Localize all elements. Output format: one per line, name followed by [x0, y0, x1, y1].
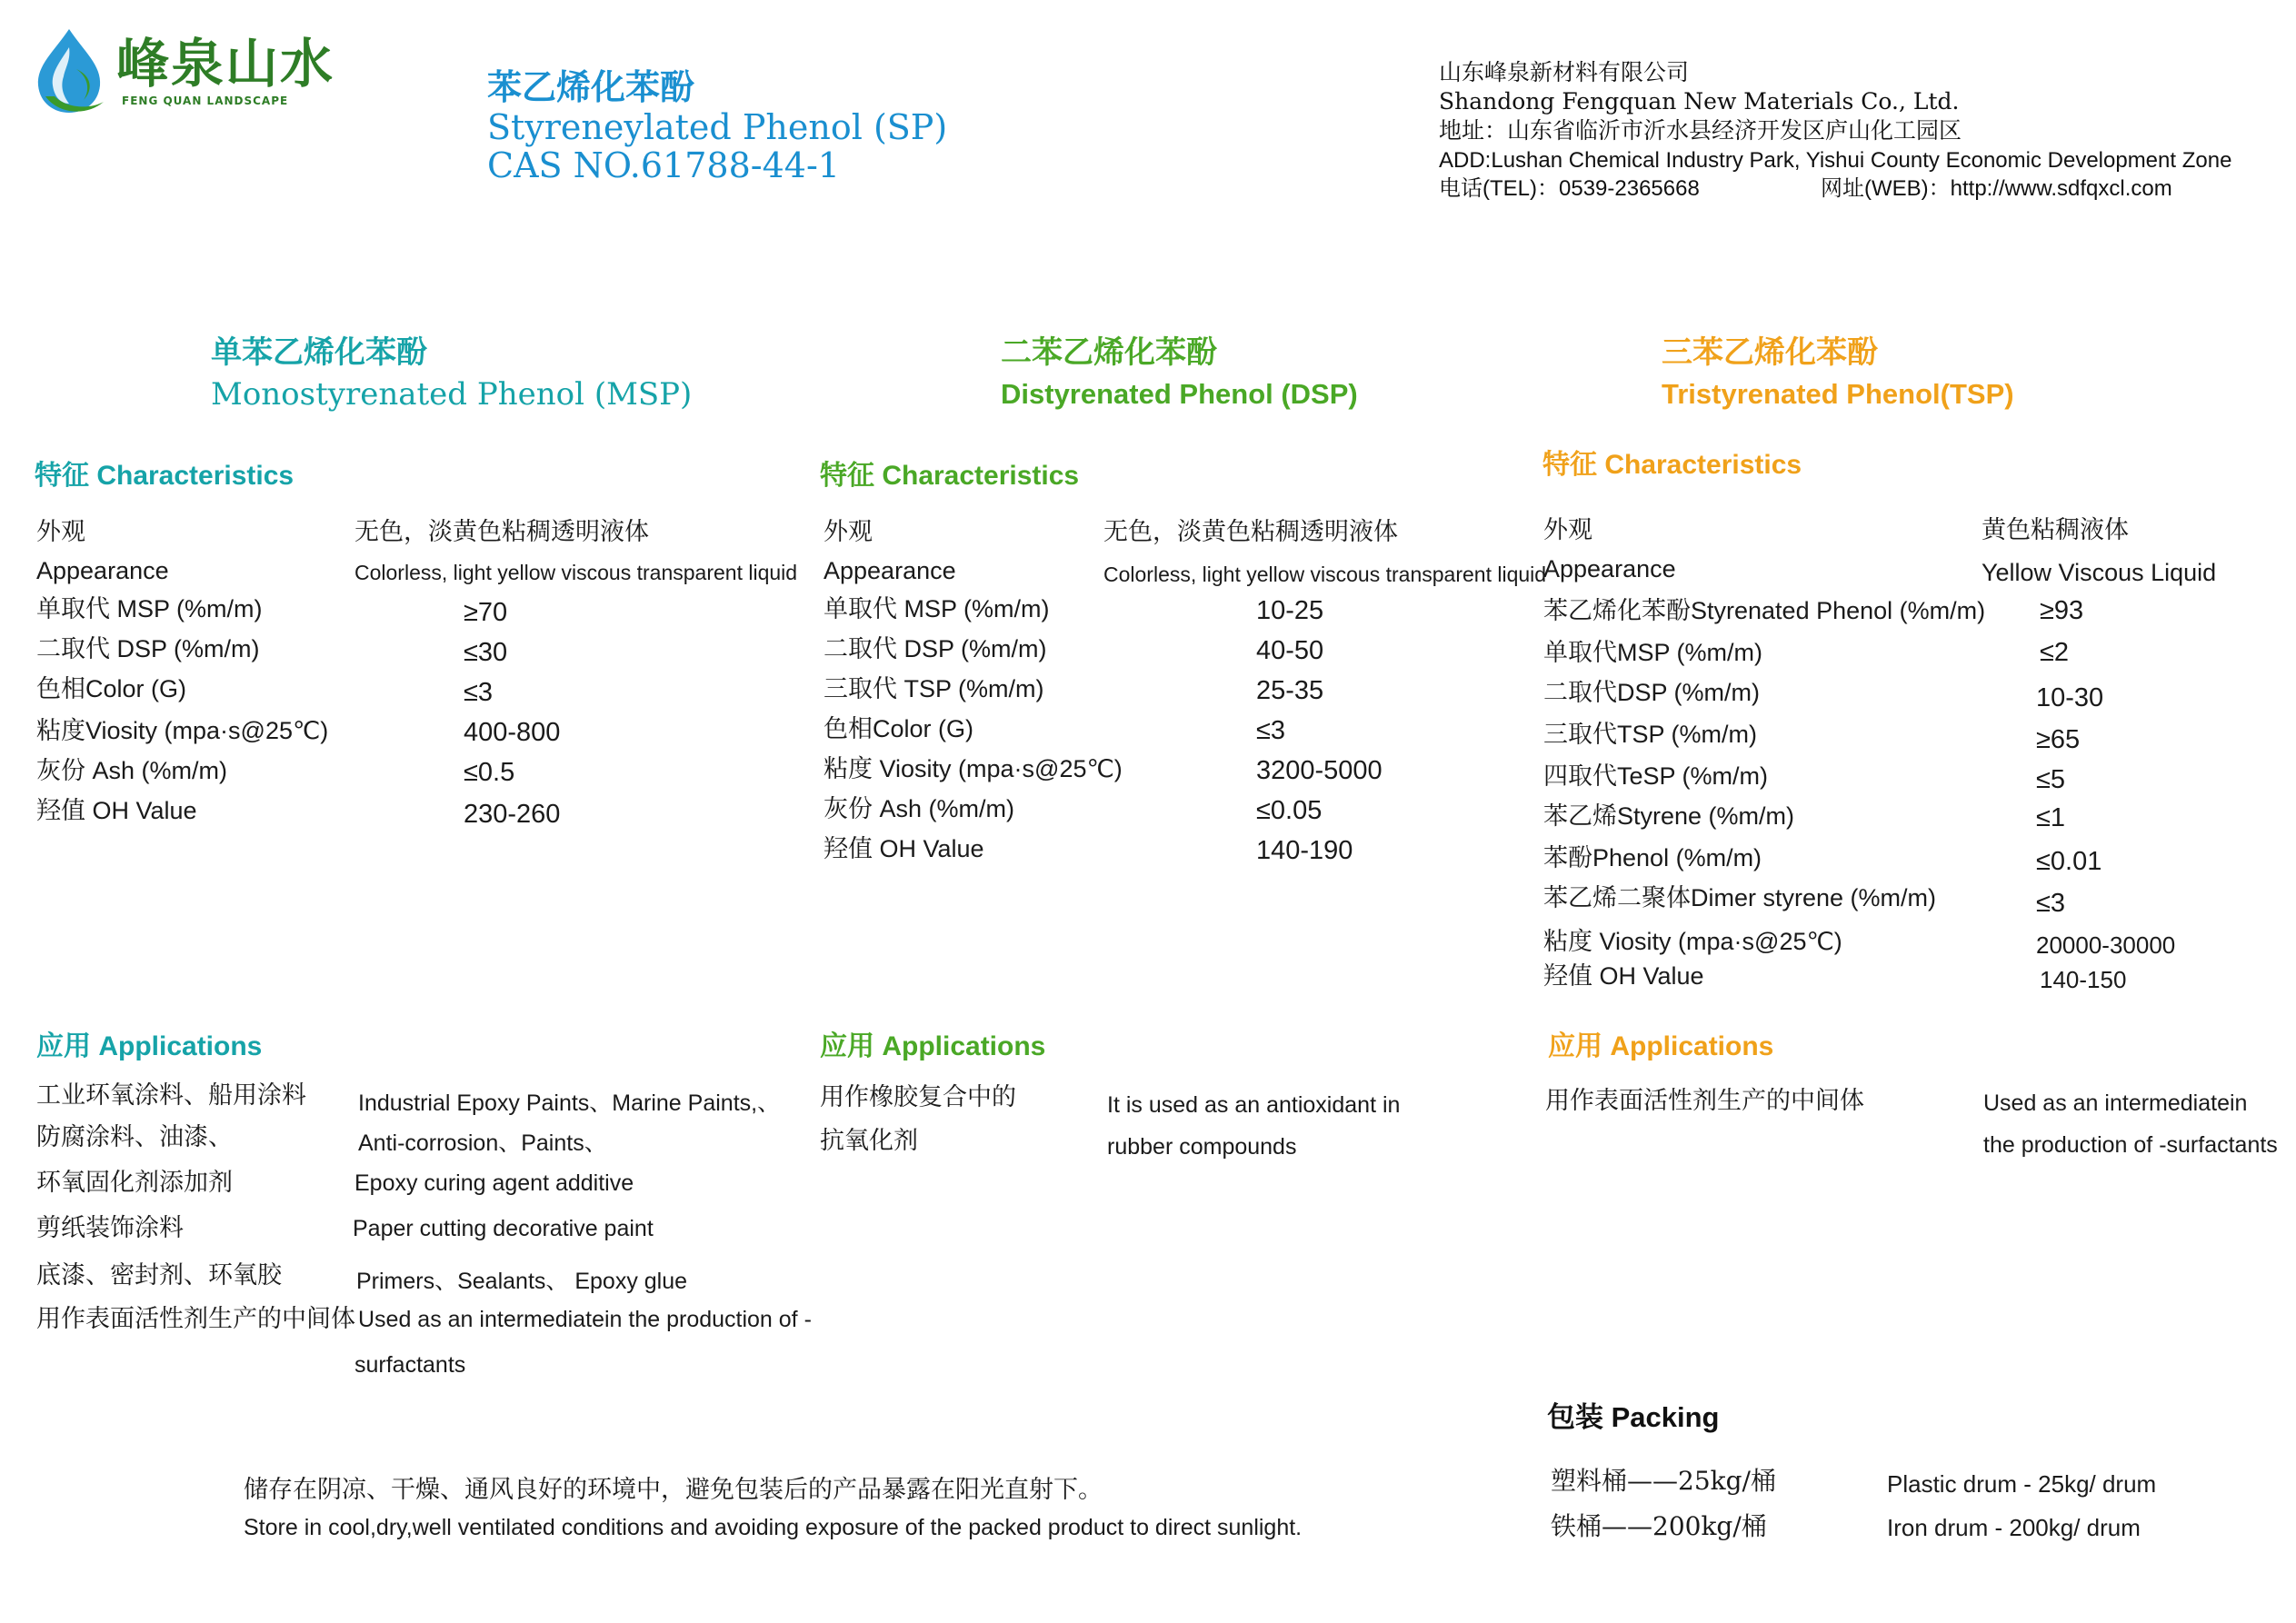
msp-application-en: Primers、Sealants、 Epoxy glue	[356, 1269, 688, 1294]
tsp-prop-label: 二取代DSP (%m/m)	[1543, 679, 1761, 706]
dsp-title-en: Distyrenated Phenol (DSP)	[1001, 378, 1358, 410]
msp-appearance-value-en: Colorless, light yellow viscous transparent liquid	[354, 561, 798, 584]
msp-prop-label: 单取代 MSP (%m/m)	[36, 595, 263, 622]
tsp-prop-label: 苯乙烯化苯酚Styrenated Phenol (%m/m)	[1543, 597, 1986, 624]
msp-prop-label: 羟值 OH Value	[36, 797, 197, 824]
dsp-appearance-value-cn: 无色，淡黄色粘稠透明液体	[1103, 518, 1398, 546]
dsp-application-en: It is used as an antioxidant in	[1107, 1092, 1401, 1118]
msp-applications	[36, 1081, 818, 1390]
msp-prop-label: 二取代 DSP (%m/m)	[36, 635, 260, 662]
tsp-title-en: Tristyrenated Phenol(TSP)	[1662, 378, 2014, 410]
dsp-prop-label: 粘度 Viosity (mpa·s@25℃)	[824, 755, 1123, 782]
msp-applications-heading: 应用 Applications	[36, 1031, 263, 1061]
packing-item-en: Plastic drum - 25kg/ drum	[1887, 1470, 2157, 1498]
tsp-appearance-value-en: Yellow Viscous Liquid	[1982, 559, 2217, 586]
msp-title-cn: 单苯乙烯化苯酚	[211, 334, 427, 371]
company-address-en: ADD:Lushan Chemical Industry Park, Yishui County Economic Development Zone	[1439, 148, 2232, 173]
tsp-prop-value: ≤0.01	[2036, 847, 2102, 876]
tsp-application-cn: 用作表面活性剂生产的中间体	[1545, 1087, 1864, 1115]
dsp-prop-value: 3200-5000	[1256, 756, 1383, 785]
dsp-prop-label: 二取代 DSP (%m/m)	[824, 635, 1047, 662]
dsp-prop-label: 羟值 OH Value	[824, 835, 984, 862]
dsp-application-en-continued: rubber compounds	[1107, 1134, 1297, 1160]
msp-prop-value: ≥70	[464, 598, 508, 627]
msp-prop-label: 色相Color (G)	[36, 675, 187, 702]
dsp-prop-value: 40-50	[1256, 636, 1324, 665]
dsp-application-cn-continued: 抗氧化剂	[820, 1127, 918, 1155]
msp-application-cn: 用作表面活性剂生产的中间体	[36, 1305, 355, 1333]
dsp-prop-value: 140-190	[1256, 836, 1353, 865]
tsp-appearance-value-cn: 黄色粘稠液体	[1982, 516, 2129, 544]
tsp-prop-value: ≥65	[2036, 725, 2081, 754]
dsp-characteristics-heading: 特征 Characteristics	[820, 461, 1080, 491]
msp-application-cn: 环氧固化剂添加剂	[36, 1169, 233, 1197]
dsp-appearance-label-en: Appearance	[824, 557, 956, 584]
msp-appearance-label-cn: 外观	[36, 518, 85, 546]
company-logo	[27, 25, 335, 116]
msp-prop-value: 230-260	[464, 800, 561, 829]
dsp-title-cn: 二苯乙烯化苯酚	[1001, 334, 1217, 371]
msp-prop-label: 粘度Viosity (mpa·s@25℃)	[36, 717, 329, 744]
tsp-prop-label: 羟值 OH Value	[1543, 962, 1704, 990]
dsp-applications-heading: 应用 Applications	[820, 1031, 1046, 1061]
dsp-prop-value: 25-35	[1256, 676, 1324, 705]
dsp-application-cn: 用作橡胶复合中的	[820, 1083, 1016, 1111]
company-address-cn: 地址：山东省临沂市沂水县经济开发区庐山化工园区	[1439, 117, 1962, 144]
tsp-prop-value: ≤3	[2036, 889, 2066, 918]
tsp-application-en-continued: the production of -surfactants	[1983, 1132, 2278, 1158]
tsp-prop-value: 140-150	[2040, 966, 2127, 993]
water-drop-icon	[27, 25, 111, 116]
packing-item-cn: 铁桶——200kg/桶	[1551, 1511, 1767, 1541]
tsp-prop-value: 20000-30000	[2036, 931, 2176, 959]
dsp-prop-label: 单取代 MSP (%m/m)	[824, 595, 1050, 622]
msp-prop-value: ≤3	[464, 678, 494, 707]
tsp-prop-label: 苯酚Phenol (%m/m)	[1543, 844, 1762, 871]
tsp-prop-value: 10-30	[2036, 683, 2104, 712]
dsp-prop-value: ≤0.05	[1256, 796, 1323, 825]
dsp-prop-value: ≤3	[1256, 716, 1286, 745]
product-title-en: Styreneylated Phenol (SP)	[487, 107, 948, 147]
tsp-prop-label: 苯乙烯二聚体Dimer styrene (%m/m)	[1543, 884, 1937, 911]
storage-note-en: Store in cool,dry,well ventilated conditions and avoiding exposure of the packed product to direct sunlight.	[244, 1515, 1303, 1540]
tsp-prop-label: 四取代TeSP (%m/m)	[1543, 762, 1769, 790]
msp-application-en: Epoxy curing agent additive	[354, 1170, 634, 1196]
msp-prop-value: ≤30	[464, 638, 508, 667]
msp-appearance-value-cn: 无色，淡黄色粘稠透明液体	[354, 518, 649, 546]
msp-application-cn: 防腐涂料、油漆、	[36, 1123, 233, 1151]
tsp-application-en: Used as an intermediatein	[1983, 1090, 2248, 1116]
tsp-properties	[1543, 516, 2289, 998]
msp-prop-label: 灰份 Ash (%m/m)	[36, 757, 228, 784]
product-cas: CAS NO.61788-44-1	[487, 145, 840, 185]
packing-heading: 包装 Packing	[1547, 1401, 1720, 1433]
logo-name-en: FENG QUAN LANDSCAPE	[122, 95, 289, 107]
dsp-appearance-value-en: Colorless, light yellow viscous transparent liquid	[1103, 563, 1547, 586]
storage-note-cn: 储存在阴凉、干燥、通风良好的环境中，避免包装后的产品暴露在阳光直射下。	[244, 1476, 1103, 1504]
tsp-prop-value: ≤5	[2036, 765, 2066, 794]
msp-application-en: Industrial Epoxy Paints、Marine Paints,、	[358, 1090, 781, 1116]
tsp-prop-value: ≤2	[2040, 638, 2070, 667]
tsp-prop-label: 三取代TSP (%m/m)	[1543, 721, 1757, 748]
msp-prop-value: 400-800	[464, 718, 561, 747]
tsp-prop-label: 粘度 Viosity (mpa·s@25℃)	[1543, 928, 1842, 955]
tsp-prop-value: ≥93	[2040, 596, 2084, 625]
msp-application-en-continued: surfactants	[354, 1352, 466, 1378]
msp-application-cn: 剪纸装饰涂料	[36, 1214, 184, 1242]
tsp-prop-label: 单取代MSP (%m/m)	[1543, 639, 1762, 666]
msp-characteristics-heading: 特征 Characteristics	[35, 461, 294, 491]
msp-prop-value: ≤0.5	[464, 758, 515, 787]
msp-application-en: Used as an intermediatein the production of -	[358, 1307, 812, 1332]
msp-application-en: Anti-corrosion、Paints、	[358, 1130, 607, 1156]
packing-item-en: Iron drum - 200kg/ drum	[1887, 1514, 2141, 1541]
msp-application-cn: 底漆、密封剂、环氧胶	[36, 1261, 282, 1289]
msp-title-en: Monostyrenated Phenol (MSP)	[211, 376, 693, 413]
tsp-prop-value: ≤1	[2036, 803, 2066, 832]
tsp-applications-heading: 应用 Applications	[1548, 1031, 1774, 1061]
dsp-properties	[824, 518, 1547, 881]
company-tel: 电话(TEL)：0539-2365668	[1439, 176, 1700, 201]
tsp-characteristics-heading: 特征 Characteristics	[1542, 450, 1802, 480]
msp-application-cn: 工业环氧涂料、船用涂料	[36, 1081, 306, 1110]
dsp-prop-label: 色相Color (G)	[824, 715, 974, 742]
logo-name-cn: 峰泉山水	[116, 33, 335, 95]
dsp-prop-label: 三取代 TSP (%m/m)	[824, 675, 1044, 702]
company-website: 网址(WEB)：http://www.sdfqxcl.com	[1821, 176, 2172, 201]
tsp-appearance-label-cn: 外观	[1543, 516, 1592, 544]
product-title-cn: 苯乙烯化苯酚	[487, 66, 695, 107]
tsp-title-cn: 三苯乙烯化苯酚	[1662, 334, 1878, 371]
tsp-prop-label: 苯乙烯Styrene (%m/m)	[1543, 802, 1795, 830]
company-name-en: Shandong Fengquan New Materials Co., Ltd.	[1439, 88, 1960, 115]
dsp-appearance-label-cn: 外观	[824, 518, 873, 546]
dsp-prop-value: 10-25	[1256, 596, 1324, 625]
msp-properties	[36, 518, 800, 845]
company-name-cn: 山东峰泉新材料有限公司	[1439, 59, 1690, 85]
packing-item-cn: 塑料桶——25kg/桶	[1551, 1466, 1776, 1496]
msp-appearance-label-en: Appearance	[36, 557, 169, 584]
tsp-appearance-label-en: Appearance	[1543, 555, 1676, 582]
msp-application-en: Paper cutting decorative paint	[353, 1216, 654, 1241]
dsp-prop-label: 灰份 Ash (%m/m)	[824, 795, 1015, 822]
